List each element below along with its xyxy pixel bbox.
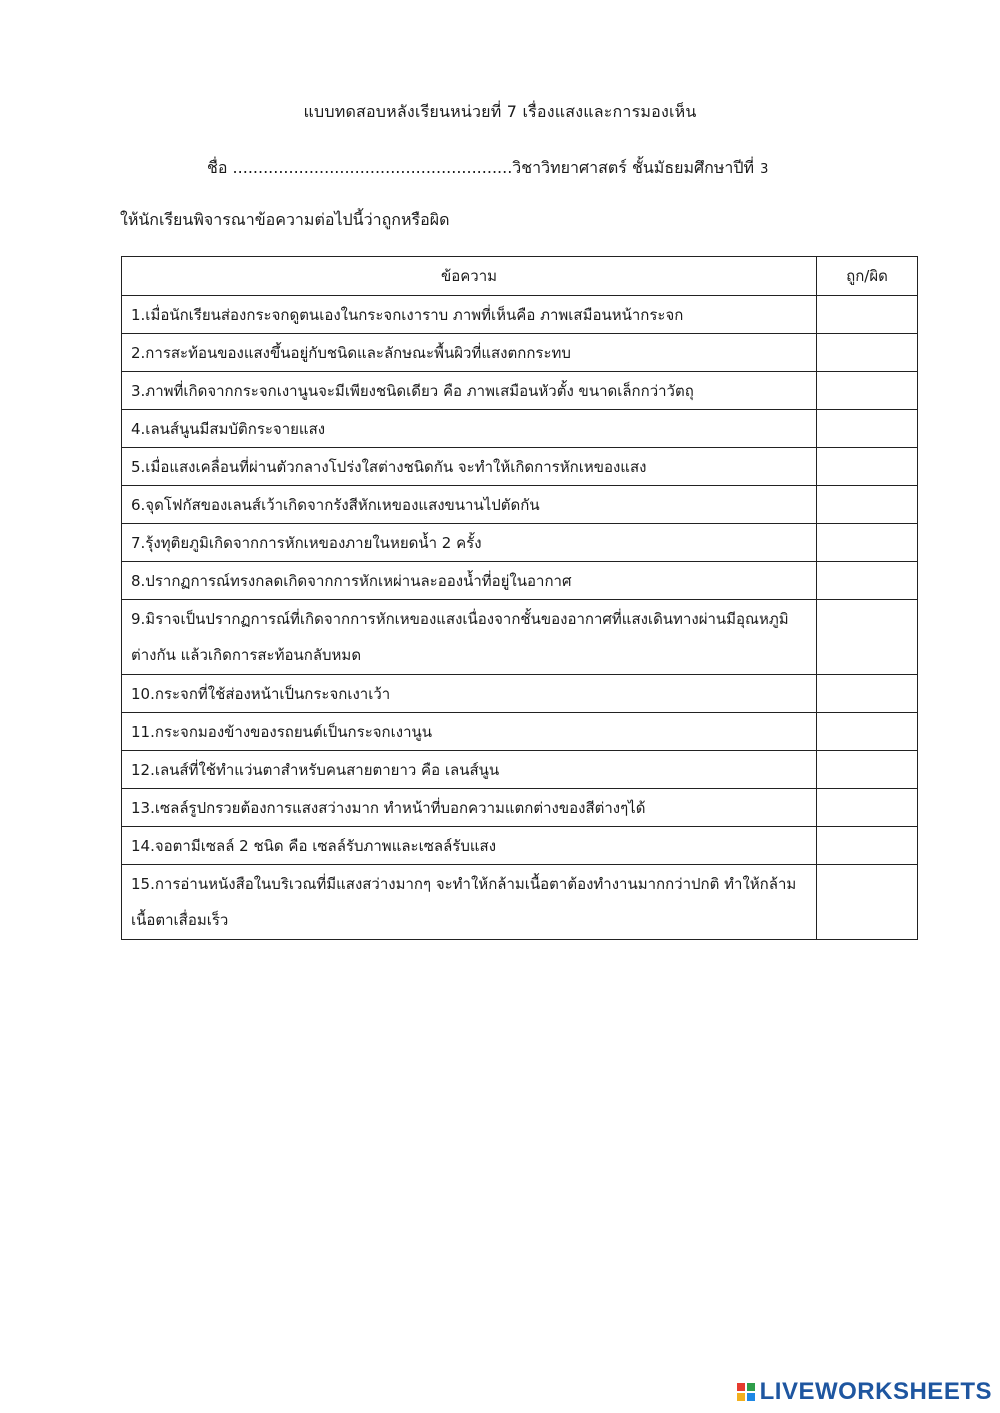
statement-4: 4.เลนส์นูนมีสมบัติกระจายแสง — [122, 410, 817, 448]
answer-cell-8[interactable] — [817, 562, 918, 600]
table-row — [122, 410, 918, 448]
answer-cell-12[interactable] — [817, 751, 918, 789]
table-row — [122, 789, 918, 827]
answer-cell-3[interactable] — [817, 372, 918, 410]
answer-cell-9[interactable] — [817, 600, 918, 675]
statement-8: 8.ปรากฏการณ์ทรงกลดเกิดจากการหักเหผ่านละอองน้ำที่อยู่ในอากาศ — [122, 562, 817, 600]
table-row — [122, 486, 918, 524]
student-name-line — [207, 156, 768, 181]
answer-cell-5[interactable] — [817, 448, 918, 486]
statement-6: 6.จุดโฟกัสของเลนส์เว้าเกิดจากรังสีหักเหของแสงขนานไปตัดกัน — [122, 486, 817, 524]
table-row — [122, 751, 918, 789]
liveworksheets-logo — [737, 1379, 992, 1405]
answer-cell-6[interactable] — [817, 486, 918, 524]
table-row — [122, 713, 918, 751]
header-answer: ถูก/ผิด — [817, 257, 918, 296]
statement-1: 1.เมื่อนักเรียนส่องกระจกดูตนเองในกระจกเงาราบ ภาพที่เห็นคือ ภาพเสมือนหน้ากระจก — [122, 296, 817, 334]
instruction-text: ให้นักเรียนพิจารณาข้อความต่อไปนี้ว่าถูกหรือผิด — [120, 210, 450, 229]
answer-cell-10[interactable] — [817, 675, 918, 713]
table-row — [122, 600, 918, 675]
table-row — [122, 372, 918, 410]
statement-13: 13.เซลล์รูปกรวยต้องการแสงสว่างมาก ทำหน้าที่บอกความแตกต่างของสีต่างๆได้ — [122, 789, 817, 827]
statement-7: 7.รุ้งทุติยภูมิเกิดจากการหักเหของภายในหยดน้ำ 2 ครั้ง — [122, 524, 817, 562]
name-line-label: ชื่อ .......................................................วิชาวิทยาศาสตร์ ชั้นมัธยมศึกษาปีที่ — [207, 158, 755, 177]
table-row — [122, 448, 918, 486]
statement-9: 9.มิราจเป็นปรากฏการณ์ที่เกิดจากการหักเหของแสงเนื่องจากชั้นของอากาศที่แสงเดินทางผ่านมีอุณหภูมิต่างกัน แล้วเกิดการสะท้อนกลับหมด — [122, 600, 817, 675]
statement-12: 12.เลนส์ที่ใช้ทำแว่นตาสำหรับคนสายตายาว คือ เลนส์นูน — [122, 751, 817, 789]
table-row — [122, 865, 918, 940]
true-false-table — [121, 256, 918, 940]
table-header-row — [122, 257, 918, 296]
answer-cell-7[interactable] — [817, 524, 918, 562]
worksheet-title: แบบทดสอบหลังเรียนหน่วยที่ 7 เรื่องแสงและการมองเห็น — [303, 102, 697, 121]
statement-11: 11.กระจกมองข้างของรถยนต์เป็นกระจกเงานูน — [122, 713, 817, 751]
answer-cell-14[interactable] — [817, 827, 918, 865]
table-row — [122, 524, 918, 562]
statement-2: 2.การสะท้อนของแสงขึ้นอยู่กับชนิดและลักษณะพื้นผิวที่แสงตกกระทบ — [122, 334, 817, 372]
header-statement: ข้อความ — [122, 257, 817, 296]
statement-15: 15.การอ่านหนังสือในบริเวณที่มีแสงสว่างมากๆ จะทำให้กล้ามเนื้อตาต้องทำงานมากกว่าปกติ ทำให้กล้ามเนื้อตาเสื่อมเร็ว — [122, 865, 817, 940]
grade-number: 3 — [760, 162, 769, 177]
answer-cell-1[interactable] — [817, 296, 918, 334]
logo-grid-icon — [737, 1383, 755, 1401]
table-row — [122, 334, 918, 372]
logo-text: LIVEWORKSHEETS — [759, 1378, 992, 1405]
statement-5: 5.เมื่อแสงเคลื่อนที่ผ่านตัวกลางโปร่งใสต่างชนิดกัน จะทำให้เกิดการหักเหของแสง — [122, 448, 817, 486]
answer-cell-4[interactable] — [817, 410, 918, 448]
table-row — [122, 296, 918, 334]
answer-cell-2[interactable] — [817, 334, 918, 372]
statement-10: 10.กระจกที่ใช้ส่องหน้าเป็นกระจกเงาเว้า — [122, 675, 817, 713]
statement-14: 14.จอตามีเซลล์ 2 ชนิด คือ เซลล์รับภาพและเซลล์รับแสง — [122, 827, 817, 865]
statement-3: 3.ภาพที่เกิดจากกระจกเงานูนจะมีเพียงชนิดเดียว คือ ภาพเสมือนหัวตั้ง ขนาดเล็กกว่าวัตถุ — [122, 372, 817, 410]
answer-cell-13[interactable] — [817, 789, 918, 827]
answer-cell-15[interactable] — [817, 865, 918, 940]
table-row — [122, 562, 918, 600]
answer-cell-11[interactable] — [817, 713, 918, 751]
table-row — [122, 827, 918, 865]
table-row — [122, 675, 918, 713]
